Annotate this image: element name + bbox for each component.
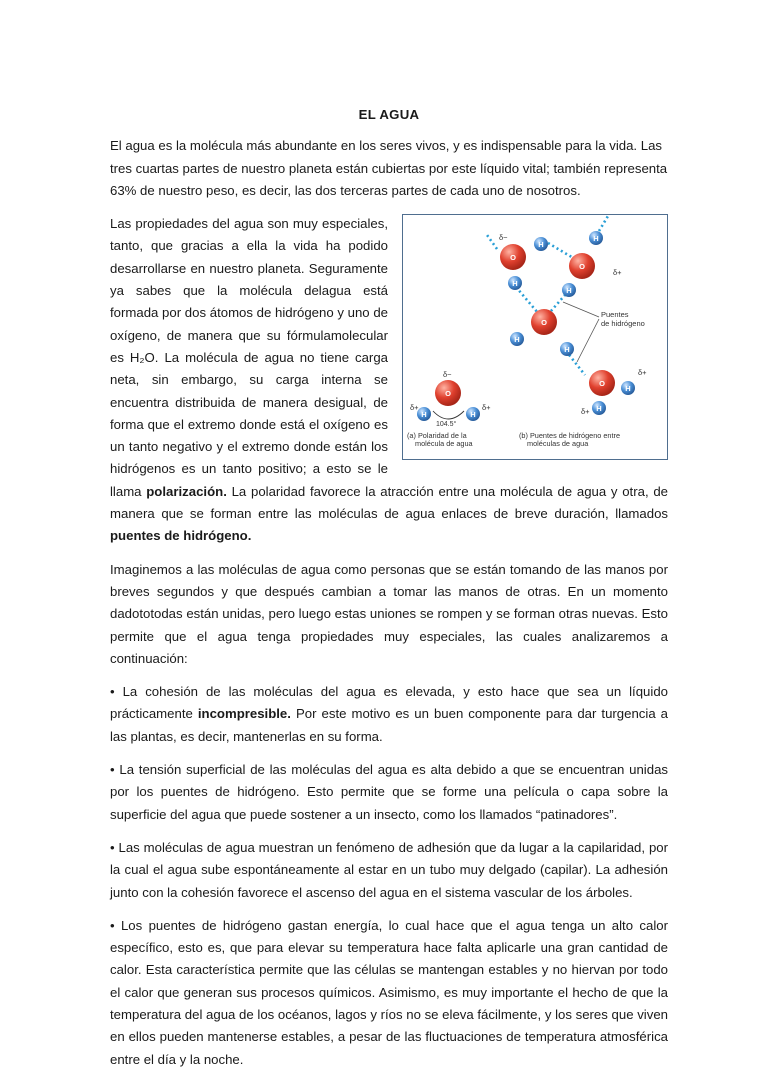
atom-o-label: O <box>445 389 451 399</box>
atom-h-label: H <box>421 410 427 420</box>
caption-a-line-1: (a) Polaridad de la <box>407 431 467 441</box>
delta-minus-label: δ− <box>499 233 508 243</box>
pointer-1 <box>563 302 599 317</box>
bullet-specific-heat: • Los puentes de hidrógeno gastan energía, lo cual hace que el agua tenga un alto calor específico, esto es, que para elevar su temperatura hace falta aplicarle una gran cantidad de calor. Esta característica permite que las células se mantengan estables y no hiervan por todo el calor que generan sus procesos químicos. Asimismo, es muy importante el hecho de que la temperatura del agua de los océanos, lagos y ríos no se eleva fácilmente, y los seres que viven en ellos pueden mantenerse estables, a pesar de las fluctuaciones de temperatura atmosférica entre el día y la noche. <box>110 917 668 1067</box>
atom-o-label: O <box>541 318 547 328</box>
analogy-paragraph: Imaginemos a las moléculas de agua como personas que se están tomando de las manos por breves segundos y que después cambian a tomar las manos de otras. En un momento dadototodas están unidas, pero luego estas uniones se rompen y se forman otras nuevas. Esto permite que el agua tenga propiedades muy especiales, las cuales analizaremos a continuación: <box>110 561 668 666</box>
properties-text-a: Las propiedades del agua son muy especiales, tanto, que gracias a ella la vida ha podido desarrollarse en nuestro planeta. Seguramente ya sabes que la molécula delagua está formada por dos átomos de hidrógeno y uno de oxígeno, de manera que su fórmulamolecular es H₂O. La molécula de agua no tiene carga neta, sin embargo, su carga interna se encuentra distribuida de manera desigual, de forma que el extremo donde está el oxígeno es un tanto negativo y el extremo donde están los hidrógenos es un tanto positivo; a esto se le llama <box>110 216 388 499</box>
hbond-1 <box>548 243 575 259</box>
document-title: EL AGUA <box>358 107 420 122</box>
properties-text-b: La polaridad favorece la atracción entre una molécula de agua y otra, de manera que se forman entre las moléculas de agua enlaces de breve duración, llamados <box>110 483 669 522</box>
atom-h-label: H <box>593 234 599 244</box>
delta-plus-label: δ+ <box>482 403 491 413</box>
atom-o-label: O <box>599 379 605 389</box>
polarization-term: polarización. <box>146 483 227 499</box>
bridge-label-line-1: Puentes <box>601 310 629 320</box>
atom-h-label: H <box>538 240 544 250</box>
bridge-label-line-2: de hidrógeno <box>601 319 645 329</box>
figure-captions <box>407 431 620 448</box>
document-content <box>110 104 668 1082</box>
intro-paragraph: El agua es la molécula más abundante en los seres vivos, y es indispensable para la vida. Las tres cuartas partes de nuestro planeta están cubiertas por este líquido vital; también representa 63% de nuestro peso, es decir, las dos terceras partes de cada uno de nosotros. <box>110 138 668 198</box>
atom-h-label: H <box>566 286 572 296</box>
atom-h-label: H <box>514 335 520 345</box>
caption-a-line-2: molécula de agua <box>415 439 473 449</box>
atom-h-label: H <box>564 345 570 355</box>
angle-arc <box>433 411 464 419</box>
delta-minus-label: δ− <box>443 370 452 380</box>
hbond-6 <box>487 235 497 249</box>
bullet-cohesion <box>110 681 668 748</box>
atom-h-label: H <box>512 279 518 289</box>
pointer-2 <box>577 319 599 362</box>
delta-plus-label: δ+ <box>613 268 622 278</box>
bullet-surface-tension: • La tensión superficial de las moléculas del agua es alta debido a que se encuentran unidas por los puentes de hidrógeno. Esto permite que se forme una película o capa sobre la superficie del agua que puede sostener a un insecto, como los llamados “patinadores”. <box>110 762 668 822</box>
hbond-3 <box>516 287 538 313</box>
caption-b-line-2: moléculas de agua <box>527 439 589 449</box>
atom-h-label: H <box>596 404 602 414</box>
atom-o-label: O <box>510 253 516 263</box>
delta-plus-label: δ+ <box>638 368 647 378</box>
atom-h-label: H <box>470 410 476 420</box>
hbond-2 <box>599 216 608 231</box>
cohesion-text-b: Por este motivo es un buen componente para dar turgencia a las plantas, es decir, mantenerlas en su forma. <box>110 706 669 744</box>
bullet-adhesion: • Las moléculas de agua muestran un fenómeno de adhesión que da lugar a la capilaridad, por la cual el agua sube espontáneamente al estar en un tubo muy delgado (capilar). La adhesión junto con la cohesión favorece el ascenso del agua en el sistema vascular de los árboles. <box>110 839 668 900</box>
delta-plus-label: δ+ <box>581 407 590 417</box>
cohesion-text-a: • La cohesión de las moléculas del agua es elevada, y esto hace que sea un líquido prácticamente <box>110 684 668 722</box>
atom-o-label: O <box>579 262 585 272</box>
angle-label: 104.5° <box>436 421 457 429</box>
atom-h-label: H <box>625 384 631 394</box>
hydrogen-bridges-term: puentes de hidrógeno. <box>110 528 252 544</box>
bridge-label <box>601 310 645 328</box>
caption-b-line-1: (b) Puentes de hidrógeno entre <box>519 431 621 441</box>
incompressible-term: incompresible. <box>197 706 291 722</box>
delta-plus-label: δ+ <box>410 403 419 413</box>
water-molecule-diagram <box>403 215 667 459</box>
water-molecule-figure <box>402 214 668 460</box>
